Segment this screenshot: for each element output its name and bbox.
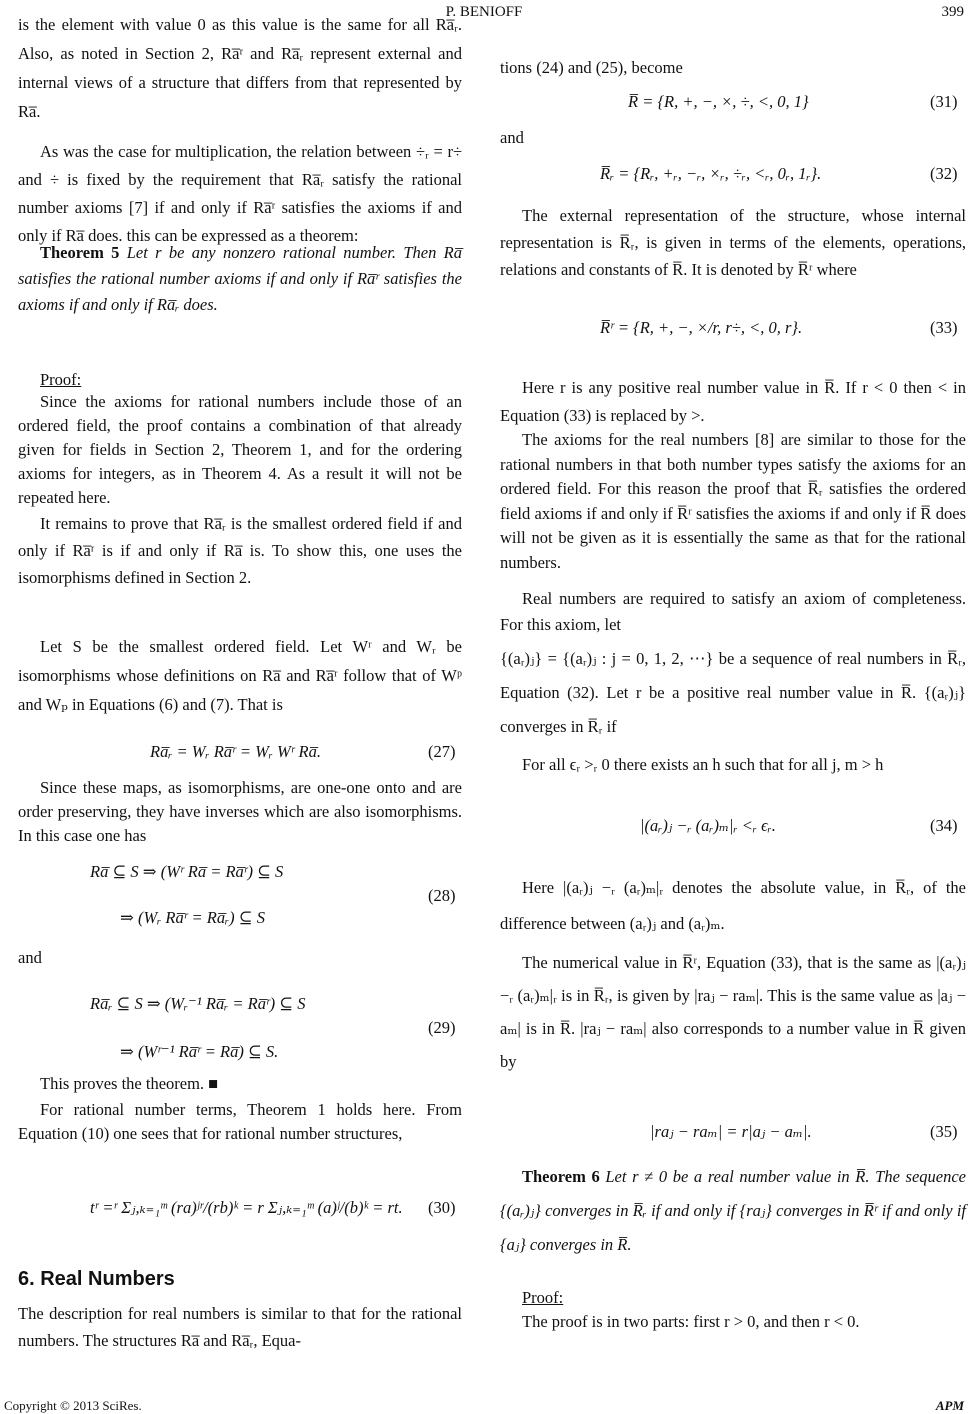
equation-number: (34) bbox=[930, 816, 958, 835]
page-number: 399 bbox=[941, 4, 964, 20]
theorem-text: Let r be any nonzero rational number. Then Ra̅ satisfies the rational number axioms if and only if Ra̅ʳ satisfies the axioms if and only if Ra̅ᵣ does. bbox=[18, 243, 462, 314]
equation-number: (30) bbox=[428, 1198, 456, 1217]
equation-34: |(aᵣ)ⱼ −ᵣ (aᵣ)ₘ|ᵣ <ᵣ ϵᵣ. bbox=[640, 816, 776, 835]
theorem-6 bbox=[500, 1160, 966, 1262]
equation-number: (28) bbox=[428, 886, 456, 905]
equation-number: (35) bbox=[930, 1122, 958, 1141]
paragraph: Here r is any positive real number value in R̅. If r < 0 then < in Equation (33) is replaced by >. bbox=[500, 378, 966, 425]
equation-number: (31) bbox=[930, 92, 958, 111]
paragraph: Here |(aᵣ)ⱼ −ᵣ (aᵣ)ₘ|ᵣ denotes the absolute value, in R̅ᵣ, of the difference between (aᵣ)ⱼ and (aᵣ)ₘ. bbox=[500, 878, 966, 933]
equation-28-line-1: Ra̅ ⊆ S ⇒ (Wʳ Ra̅ = Ra̅ʳ) ⊆ S bbox=[90, 862, 284, 881]
equation-30: tʳ =ʳ Σⱼ,ₖ₌₁ᵐ (ra)ʲʳ/(rb)ᵏ = r Σⱼ,ₖ₌₁ᵐ (a)ʲ/(b)ᵏ = rt. bbox=[90, 1198, 403, 1217]
equation-number: (27) bbox=[428, 742, 456, 761]
paragraph: For rational number terms, Theorem 1 holds here. From Equation (10) one sees that for rational number structures, bbox=[18, 1100, 462, 1143]
theorem-label: Theorem 6 bbox=[522, 1167, 600, 1186]
theorem-text: Let r ≠ 0 be a real number value in R̅. The sequence {(aᵣ)ⱼ} converges in R̅ᵣ if and only if {raⱼ} converges in R̅ʳ if and only if {aⱼ} converges in R̅. bbox=[500, 1167, 966, 1254]
paragraph: This proves the theorem. ■ bbox=[40, 1074, 219, 1093]
section-heading: 6. Real Numbers bbox=[18, 1268, 175, 1290]
paragraph: For all ϵᵣ >ᵣ 0 there exists an h such that for all j, m > h bbox=[522, 755, 884, 774]
equation-28-line-2: ⇒ (Wᵣ Ra̅ʳ = Ra̅ᵣ) ⊆ S bbox=[120, 908, 265, 927]
paragraph: and bbox=[18, 948, 42, 967]
equation-33: R̅ʳ = {R, +, −, ×/r, r÷, <, 0, r}. bbox=[600, 318, 803, 337]
proof-label: Proof: bbox=[522, 1288, 564, 1307]
running-header-author: P. BENIOFF bbox=[445, 4, 523, 20]
equation-number: (29) bbox=[428, 1018, 456, 1037]
paragraph: The numerical value in R̅ʳ, Equation (33), that is the same as |(aᵣ)ⱼ −ᵣ (aᵣ)ₘ|ᵣ is in R̅ᵣ, is given by |raⱼ − raₘ|. This is the same value as |aⱼ − aₘ| is in R̅. |raⱼ − raₘ| also corresponds to a number value in R̅ given by bbox=[500, 953, 966, 1071]
paragraph: The description for real numbers is similar to that for the rational numbers. The structures Ra̅ and Ra̅ᵣ, Equa- bbox=[18, 1304, 462, 1350]
paragraph: Real numbers are required to satisfy an axiom of completeness. For this axiom, let bbox=[500, 589, 966, 634]
equation-29-line-1: Ra̅ᵣ ⊆ S ⇒ (Wᵣ⁻¹ Ra̅ᵣ = Ra̅ʳ) ⊆ S bbox=[90, 994, 306, 1013]
proof-label: Proof: bbox=[40, 370, 82, 389]
equation-27: Ra̅ᵣ = Wᵣ Ra̅ʳ = Wᵣ Wʳ Ra̅. bbox=[150, 742, 322, 761]
footer-journal: APM bbox=[935, 1398, 964, 1413]
equation-number: (33) bbox=[930, 318, 958, 337]
equation-number: (32) bbox=[930, 164, 958, 183]
paragraph: It remains to prove that Ra̅ᵣ is the smallest ordered field if and only if Ra̅ʳ is if and only if Ra̅ is. To show this, one uses the isomorphisms defined in Section 2. bbox=[18, 514, 462, 587]
equation-31: R̅ = {R, +, −, ×, ÷, <, 0, 1} bbox=[628, 92, 809, 111]
equation-35: |raⱼ − raₘ| = r|aⱼ − aₘ|. bbox=[650, 1122, 812, 1141]
paragraph: and bbox=[500, 128, 524, 147]
paragraph: Since these maps, as isomorphisms, are one-one onto and are order preserving, they have inverses which are also isomorphisms. In this case one has bbox=[18, 778, 462, 845]
paragraph: Since the axioms for rational numbers include those of an ordered field, the proof contains a combination of that already given for fields in Section 2, Theorem 1, and for the ordering axioms for integers, as in Theorem 4. As a result it will not be repeated here. bbox=[18, 392, 462, 507]
paragraph: The external representation of the structure, whose internal representation is R̅ᵣ, is given in terms of the elements, operations, relations and constants of R̅. It is denoted by R̅ʳ where bbox=[500, 206, 966, 279]
theorem-label: Theorem 5 bbox=[40, 243, 120, 262]
equation-29-line-2: ⇒ (Wʳ⁻¹ Ra̅ʳ = Ra̅) ⊆ S. bbox=[120, 1042, 279, 1061]
paragraph: Let S be the smallest ordered field. Let Wʳ and Wᵣ be isomorphisms whose definitions on Ra̅ and Ra̅ʳ follow that of Wᵖ and Wₚ in Equations (6) and (7). That is bbox=[18, 637, 462, 714]
footer-copyright: Copyright © 2013 SciRes. bbox=[4, 1398, 142, 1413]
paragraph: As was the case for multiplication, the relation between ÷ᵣ = r÷ and ÷ is fixed by the requirement that Ra̅ᵣ satisfy the rational number axioms [7] if and only if Ra̅ʳ satisfies the axioms if and only if Ra̅ does. this can be expressed as a theorem: bbox=[18, 142, 462, 245]
paragraph: is the element with value 0 as this value is the same for all Ra̅ᵣ. Also, as noted in Section 2, Ra̅ʳ and Ra̅ᵣ represent external and internal views of a structure that differs from that represented by Ra̅. bbox=[18, 15, 462, 121]
paragraph: {(aᵣ)ⱼ} = {(aᵣ)ⱼ : j = 0, 1, 2, ⋯} be a sequence of real numbers in R̅ᵣ, Equation (32). Let r be a positive real number value in R̅. {(aᵣ)ⱼ} converges in R̅ᵣ if bbox=[500, 649, 966, 736]
paragraph: tions (24) and (25), become bbox=[500, 58, 683, 77]
theorem-5 bbox=[18, 240, 462, 318]
paragraph: The axioms for the real numbers [8] are similar to those for the rational numbers in that both number types satisfy the axioms for an ordered field. For this reason the proof that R̅ᵣ satisfies the ordered field axioms if and only if R̅ʳ satisfies the axioms if and only if R̅ does will not be given as it is essentially the same as that for the rational numbers. bbox=[500, 430, 966, 572]
paragraph: The proof is in two parts: first r > 0, and then r < 0. bbox=[522, 1312, 860, 1331]
equation-32: R̅ᵣ = {Rᵣ, +ᵣ, −ᵣ, ×ᵣ, ÷ᵣ, <ᵣ, 0ᵣ, 1ᵣ}. bbox=[600, 164, 822, 183]
